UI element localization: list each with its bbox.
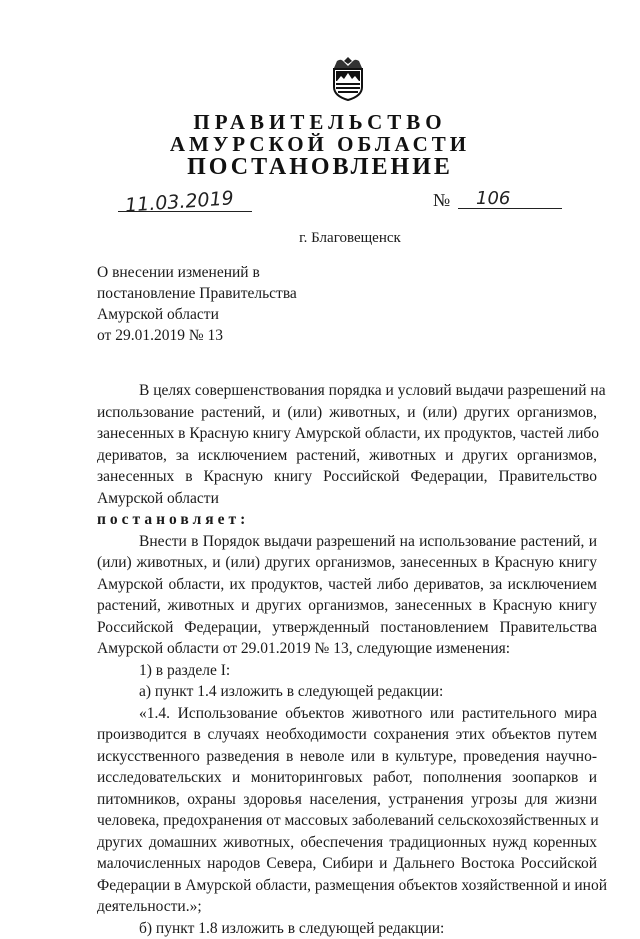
city-line: г. Благовещенск [0,230,640,247]
item-line: Амурской области, их продуктов, частей либо дериватов, за исключением [97,574,597,596]
document-type-title: ПОСТАНОВЛЕНИЕ [0,154,640,181]
item-line: растений, животных и других организмов, занесенных в Красную книгу [97,595,597,617]
point-a-line: а) пункт 1.4 изложить в следующей редакции: [97,681,597,703]
item-line: Внести в Порядок выдачи разрешений на использование растений, и [97,531,597,553]
government-title: ПРАВИТЕЛЬСТВО [0,110,640,135]
item-line: Российской Федерации, утвержденный постановлением Правительства [97,617,597,639]
quote-line: Федерации в Амурской области, размещения объектов хозяйственной и иной [97,875,597,897]
coat-of-arms-icon [329,55,367,101]
quote-line: деятельности.»; [97,896,597,918]
decree-word: постановляет: [97,509,597,531]
section-line: 1) в разделе I: [97,660,597,682]
item-line: (или) животных, и (или) других организмов, занесенных в Красную книгу [97,552,597,574]
intro-line: В целях совершенствования порядка и условий выдачи разрешений на [97,380,597,402]
subject-line: постановление Правительства [97,283,297,304]
subject-line: от 29.01.2019 № 13 [97,325,297,346]
handwritten-number: 106 [476,188,510,209]
date-underline [118,211,252,212]
quote-line: исследовательских и мониторинговых работ, пополнения зоопарков и [97,767,597,789]
subject-line: Амурской области [97,304,297,325]
quote-line: производится в случаях необходимости сохранения этих объектов путем [97,724,597,746]
document-body [97,380,597,939]
subject-line: О внесении изменений в [97,262,297,283]
intro-line: занесенных в Красную книгу Российской Федерации, Правительство [97,466,597,488]
quote-line: искусственного разведения в неволе или в культуре, проведения научно- [97,746,597,768]
quote-line: малочисленных народов Севера, Сибири и Дальнего Востока Российской [97,853,597,875]
document-subject [97,262,297,346]
number-underline [458,208,562,209]
number-label: № [433,190,450,211]
item-line: Амурской области от 29.01.2019 № 13, следующие изменения: [97,638,597,660]
intro-line: занесенных в Красную книгу Амурской области, их продуктов, частей либо [97,423,597,445]
quote-line: «1.4. Использование объектов животного или растительного мира [97,703,597,725]
intro-line: использование растений, и (или) животных, и (или) других организмов, [97,402,597,424]
region-title: АМУРСКОЙ ОБЛАСТИ [0,132,640,157]
intro-line: Амурской области [97,488,597,510]
quote-line: других домашних животных, обеспечения традиционных нужд коренных [97,832,597,854]
point-b-line: б) пункт 1.8 изложить в следующей редакции: [97,918,597,939]
handwritten-date: 11.03.2019 [124,187,234,217]
intro-line: дериватов, за исключением растений, животных и других организмов, [97,445,597,467]
quote-line: человека, предохранения от массовых заболеваний сельскохозяйственных и [97,810,597,832]
quote-line: питомников, охраны здоровья населения, устранения угрозы для жизни [97,789,597,811]
